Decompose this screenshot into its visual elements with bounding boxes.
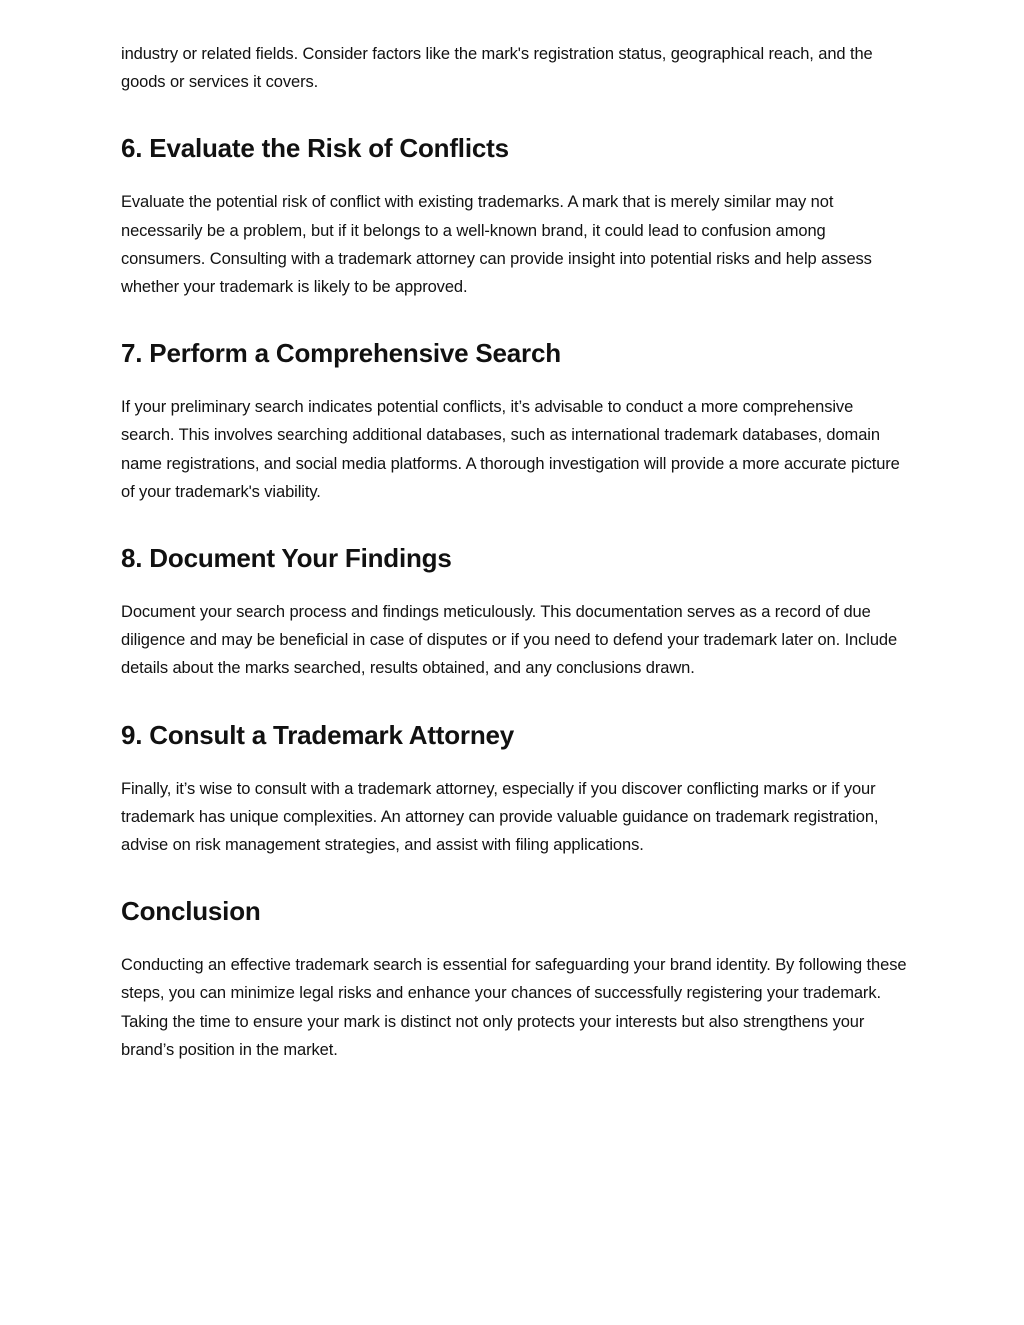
section-consult-attorney [121,683,911,860]
section-heading: 6. Evaluate the Risk of Conflicts [121,133,509,164]
section-paragraph: Document your search process and findings meticulously. This documentation serves as a record of due diligence and may be beneficial in case of disputes or if you need to defend your trademark later on. Include details about the marks searched, results obtained, and any conclusions drawn. [121,603,898,678]
section-heading: 7. Perform a Comprehensive Search [121,338,561,369]
section-heading: Conclusion [121,896,261,927]
section-evaluate-risk [121,96,911,301]
section-paragraph: Conducting an effective trademark search is essential for safeguarding your brand identity. By following these steps, you can minimize legal risks and enhance your chances of successfully registering your trademark. Taking the time to ensure your mark is distinct not only protects your interests but also strengthens your brand’s position in the market. [121,956,907,1059]
section-document-findings [121,506,911,683]
section-heading: 9. Consult a Trademark Attorney [121,719,515,750]
section-paragraph: If your preliminary search indicates potential conflicts, it’s advisable to conduct a more comprehensive search. This involves searching additional databases, such as international trademark databases, domain name registrations, and social media platforms. A thorough investigation will provide a more accurate picture of your trademark's viability. [121,398,900,501]
section-paragraph: Finally, it’s wise to consult with a trademark attorney, especially if you discover conflicting marks or if your trademark has unique complexities. An attorney can provide valuable guidance on trademark registration, advise on risk management strategies, and assist with filing applications. [121,779,879,855]
document-page [121,40,911,1064]
section-comprehensive-search [121,301,911,506]
intro-paragraph: industry or related fields. Consider factors like the mark's registration status, geographical reach, and the goods or services it covers. [121,45,873,92]
section-heading: 8. Document Your Findings [121,543,452,574]
section-paragraph: Evaluate the potential risk of conflict with existing trademarks. A mark that is merely similar may not necessarily be a problem, but if it belongs to a well-known brand, it could lead to confusion among consumers. Consulting with a trademark attorney can provide insight into potential risks and help assess whether your trademark is likely to be approved. [121,193,872,297]
section-conclusion [121,859,911,1064]
